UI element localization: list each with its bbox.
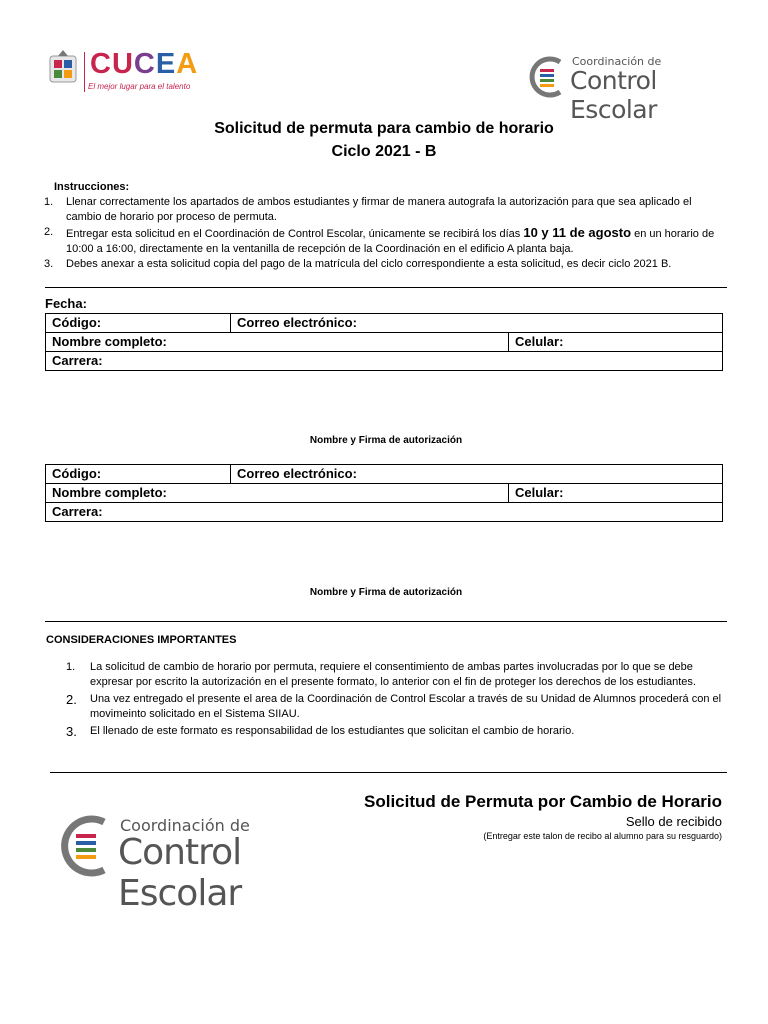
divider: [45, 287, 727, 288]
codigo-field[interactable]: Código:: [52, 315, 102, 330]
considerations-heading: CONSIDERACIONES IMPORTANTES: [46, 634, 237, 646]
email-field[interactable]: Correo electrónico:: [230, 314, 722, 332]
logo-subtitle: Coordinación de: [120, 816, 250, 835]
control-escolar-logo: [58, 812, 318, 914]
stamp-label: Sello de recibido: [625, 814, 722, 829]
signature-label: Nombre y Firma de autorización: [309, 435, 463, 446]
logo-title: Control Escolar: [570, 66, 657, 124]
cellphone-field[interactable]: Celular:: [508, 484, 722, 502]
student-form-2: [45, 464, 723, 522]
logo-separator: [84, 52, 85, 92]
consideration-item: 1. La solicitud de cambio de horario por permuta, requiere el consentimiento de ambas partes involucradas por lo que se debe expresar por escrito la autorización en el presente formato, lo anterior con el fin de proteger los derechos de los estudiantes.: [66, 661, 696, 688]
full-name-field[interactable]: Nombre completo:: [52, 485, 167, 500]
cellphone-field[interactable]: Celular:: [508, 333, 722, 351]
control-escolar-logo: [528, 52, 718, 124]
cucea-logo: [48, 48, 218, 98]
logo-subtitle: Coordinación de: [572, 55, 662, 68]
student-form-1: [45, 313, 723, 371]
logo-title: Control Escolar: [118, 832, 242, 914]
instruction-item: 2. Entregar esta solicitud en el Coordinación de Control Escolar, únicamente se recibirá los días 10 y 11 de agosto en un horario de 10:00 a 16:00, directamente en la ventanilla de recepción de la Coordinación en el edificio A planta baja.: [44, 225, 715, 255]
page-subtitle: Ciclo 2021 - B: [331, 143, 437, 160]
instruction-item: 1. Llenar correctamente los apartados de ambos estudiantes y firmar de manera autografa la autorización para que sea aplicado el cambio de horario por proceso de permuta.: [44, 196, 692, 223]
instructions-heading: Instrucciones:: [54, 181, 130, 193]
control-escolar-emblem-icon: [528, 56, 568, 98]
consideration-item: 2. Una vez entregado el presente el area de la Coordinación de Control Escolar a través de su Unidad de Alumnos procederá con el movimeinto solicitado en el Sistema SIIAU.: [66, 692, 722, 720]
receipt-title: Solicitud de Permuta por Cambio de Horario: [364, 792, 722, 811]
full-name-field[interactable]: Nombre completo:: [52, 334, 167, 349]
instruction-item: 3. Debes anexar a esta solicitud copia del pago de la matrícula del ciclo correspondiente a esta solicitud, es decir ciclo 2021 B.: [44, 258, 672, 270]
cucea-wordmark: CUCEA: [90, 48, 199, 80]
delivery-dates: 10 y 11 de agosto: [523, 225, 632, 240]
consideration-item: 3. El llenado de este formato es responsabilidad de los estudiantes que solicitan el cambio de horario.: [66, 724, 575, 739]
signature-label: Nombre y Firma de autorización: [309, 587, 463, 598]
cut-line: [50, 772, 727, 773]
instructions-list: [44, 195, 724, 272]
career-field[interactable]: Carrera:: [52, 504, 103, 519]
control-escolar-emblem-icon: [58, 814, 116, 878]
udg-seal-icon: [48, 50, 78, 88]
receipt-note: (Entregar este talon de recibo al alumno para su resguardo): [483, 831, 722, 841]
codigo-field[interactable]: Código:: [52, 466, 102, 481]
divider: [45, 621, 727, 622]
page-title: Solicitud de permuta para cambio de horario: [214, 120, 554, 137]
cucea-tagline: El mejor lugar para el talento: [88, 82, 191, 91]
career-field[interactable]: Carrera:: [52, 353, 103, 368]
considerations-list: [66, 660, 726, 741]
fecha-label: Fecha:: [45, 296, 87, 311]
email-field[interactable]: Correo electrónico:: [230, 465, 722, 483]
